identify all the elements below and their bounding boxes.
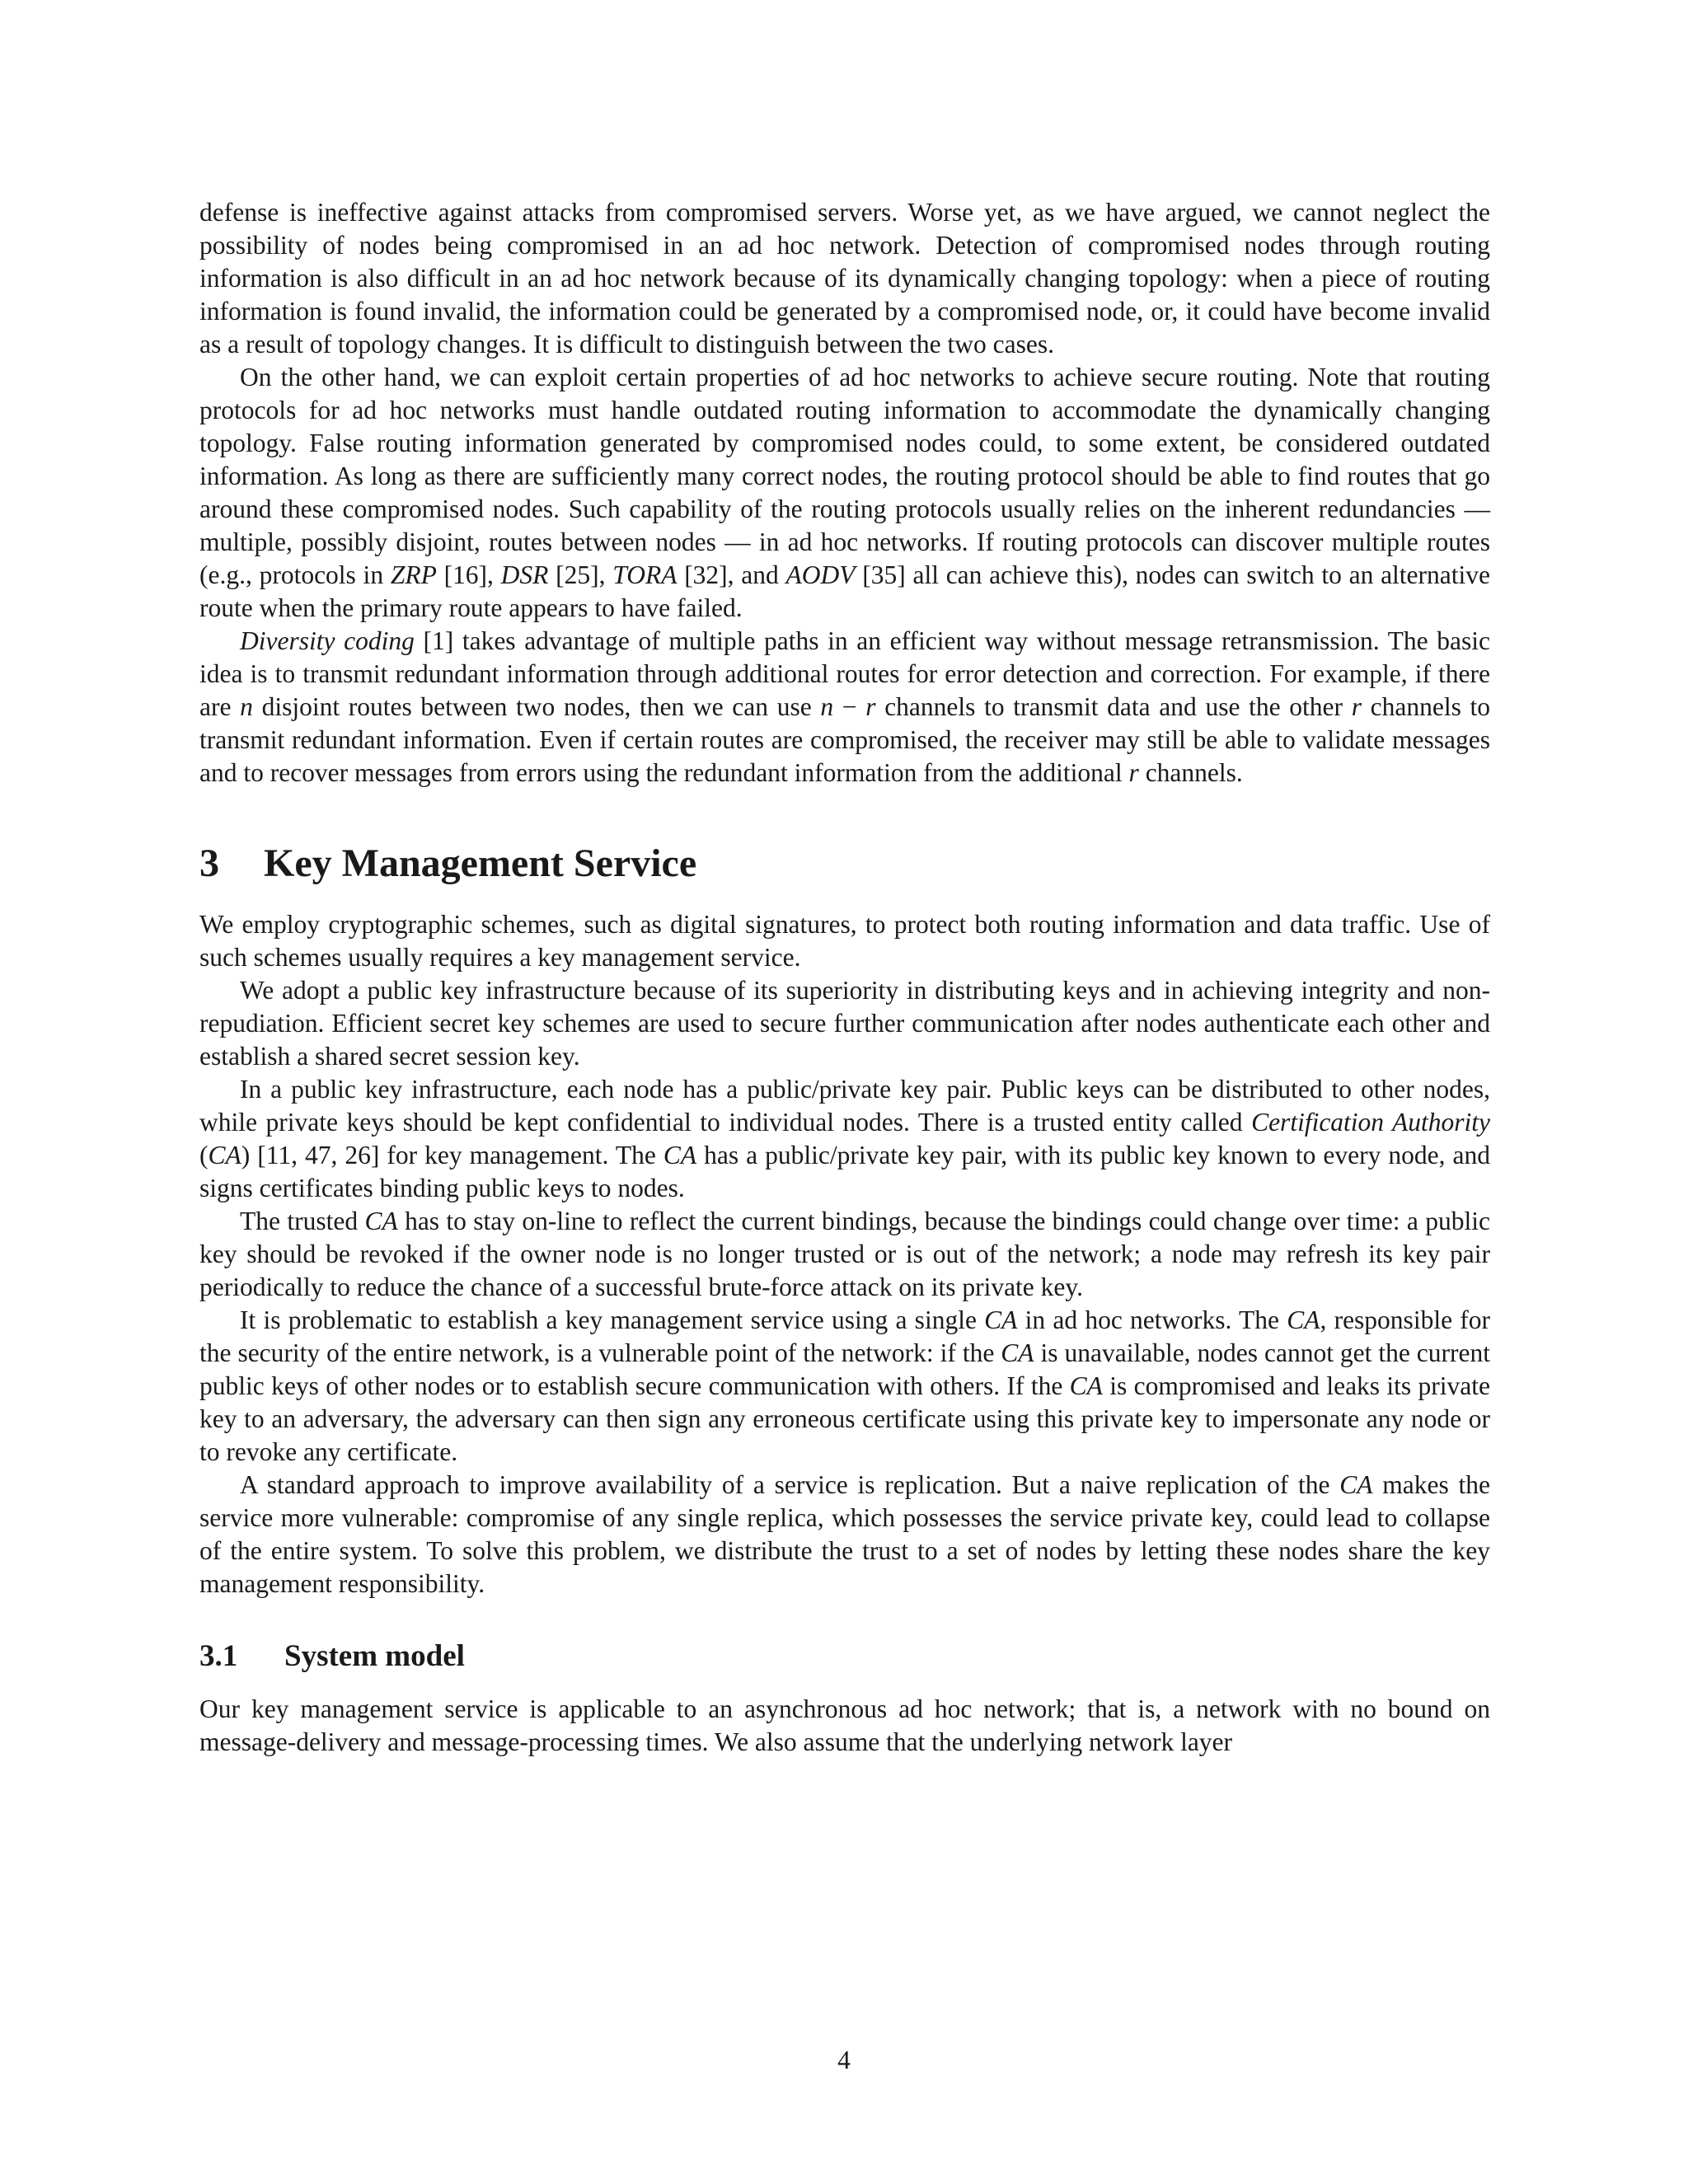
term-ca: CA — [1339, 1470, 1373, 1499]
text-run: disjoint routes between two nodes, then we can use — [252, 692, 821, 721]
text-run: In a public key infrastructure, each node has a public/private key pair. Public keys can be distributed to other nodes, while private keys should be kept confidential to individual nodes. There is a trusted entity called — [199, 1075, 1490, 1137]
protocol-aodv: AODV — [785, 560, 856, 589]
text-run: has to stay on-line to reflect the current bindings, because the bindings could change over time: a public key should be revoked if the owner node is no longer trusted or is out of the network; a node may refresh its key pair periodically to reduce the chance of a successful brute-force attack on its private key. — [199, 1207, 1490, 1301]
text-run: in ad hoc networks. The — [1017, 1305, 1287, 1334]
math-var: r — [865, 692, 876, 721]
paragraph-trusted-ca — [199, 1205, 1490, 1304]
paragraph-diversity-coding — [199, 625, 1490, 790]
protocol-dsr: DSR — [500, 560, 549, 589]
paragraph-replication — [199, 1469, 1490, 1601]
page-body — [199, 196, 1490, 1759]
term-ca: CA — [663, 1141, 697, 1169]
text-run: [16], — [436, 560, 501, 589]
text-run: ) [11, 47, 26] for key management. The — [241, 1141, 663, 1169]
text-run: A standard approach to improve availability of a service is replication. But a naive replication of the — [240, 1470, 1340, 1499]
text-run: [25], — [548, 560, 613, 589]
paragraph-system-model: Our key management service is applicable to an asynchronous ad hoc network; that is, a network with no bound on message-delivery and message-processing times. We also assume that the underlying network layer — [199, 1694, 1490, 1756]
text-run: channels to transmit data and use the other — [875, 692, 1352, 721]
section-number: 3 — [199, 841, 219, 885]
text-run: [35] all can achieve this), nodes can switch to an alternative route when the primary route appears to have failed. — [199, 560, 1490, 622]
text-run: channels to transmit redundant information. Even if certain routes are compromised, the receiver may still be able to validate messages and to recover messages from errors using the redundant information from the additional — [199, 692, 1491, 787]
subsection-number: 3.1 — [199, 1639, 238, 1673]
text-run: It is problematic to establish a key management service using a single — [240, 1305, 985, 1334]
page-number: 4 — [837, 2046, 851, 2074]
term-ca: CA — [1287, 1305, 1320, 1334]
section-heading-key-management — [199, 841, 1490, 887]
text-run: has a public/private key pair, with its public key known to every node, and signs certificates binding public keys to nodes. — [199, 1141, 1490, 1202]
section-title: Key Management Service — [264, 841, 697, 885]
term-diversity-coding: Diversity coding — [240, 626, 415, 655]
term-ca: CA — [208, 1141, 241, 1169]
math-var: r — [1128, 758, 1139, 787]
math-var: n — [240, 692, 253, 721]
math-var: n — [820, 692, 834, 721]
paragraph-exploit-properties — [199, 361, 1490, 625]
text-run: On the other hand, we can exploit certain properties of ad hoc networks to achieve secure routing. Note that routing protocols for ad hoc networks must handle outdated routing information to accommodate the dynamically changing topology. False routing information generated by compromised nodes could, to some extent, be considered outdated information. As long as there are sufficiently many correct nodes, the routing protocol should be able to find routes that go around these compromised nodes. Such capability of the routing protocols usually relies on the inherent redundancies — multiple, possibly disjoint, routes between nodes — in ad hoc networks. If routing protocols can discover multiple routes (e.g., protocols in — [199, 363, 1490, 589]
term-certification-authority: Certification Authority — [1251, 1108, 1490, 1137]
text-run: makes the service more vulnerable: compromise of any single replica, which possesses the service private key, could lead to collapse of the entire system. To solve this problem, we distribute the trust to a set of nodes by letting these nodes share the key management responsibility. — [199, 1470, 1490, 1598]
protocol-zrp: ZRP — [390, 560, 437, 589]
math-var: r — [1351, 692, 1362, 721]
paragraph-public-key-infrastructure: We adopt a public key infrastructure because of its superiority in distributing keys and in achieving integrity and non-repudiation. Efficient secret key schemes are used to secure further communication after nodes authenticate each other and establish a shared secret session key. — [199, 976, 1490, 1071]
text-run: ( — [199, 1141, 209, 1169]
protocol-tora: TORA — [612, 560, 678, 589]
text-run: The trusted — [240, 1207, 365, 1235]
paragraph-single-ca-problem — [199, 1304, 1490, 1469]
paragraph-certification-authority — [199, 1073, 1490, 1205]
text-run: [32], and — [677, 560, 786, 589]
subsection-title: System model — [284, 1639, 465, 1673]
subsection-heading-system-model — [199, 1638, 1490, 1675]
term-ca: CA — [984, 1305, 1018, 1334]
text-run: is unavailable, nodes cannot get the current public keys of other nodes or to establish secure communication with others. If the — [199, 1338, 1490, 1400]
term-ca: CA — [1069, 1371, 1103, 1400]
text-run: [1] takes advantage of multiple paths in an efficient way without message retransmission. The basic idea is to transmit redundant information through additional routes for error detection and correction. For example, if there are — [199, 626, 1490, 721]
text-run: , responsible for the security of the entire network, is a vulnerable point of the network: if the — [199, 1305, 1491, 1367]
text-run: channels. — [1138, 758, 1243, 787]
paragraph-defense: defense is ineffective against attacks from compromised servers. Worse yet, as we have argued, we cannot neglect the possibility of nodes being compromised in an ad hoc network. Detection of compromised nodes through routing information is also difficult in an ad hoc network because of its dynamically changing topology: when a piece of routing information is found invalid, the information could be generated by a compromised node, or, it could have become invalid as a result of topology changes. It is difficult to distinguish between the two cases. — [199, 198, 1490, 359]
term-ca: CA — [364, 1207, 398, 1235]
term-ca: CA — [1001, 1338, 1034, 1367]
paragraph-crypto-schemes: We employ cryptographic schemes, such as digital signatures, to protect both routing information and data traffic. Use of such schemes usually requires a key management service. — [199, 910, 1490, 972]
math-operator: − — [833, 692, 866, 721]
text-run: is compromised and leaks its private key to an adversary, the adversary can then sign any erroneous certificate using this private key to impersonate any node or to revoke any certificate. — [199, 1371, 1490, 1466]
